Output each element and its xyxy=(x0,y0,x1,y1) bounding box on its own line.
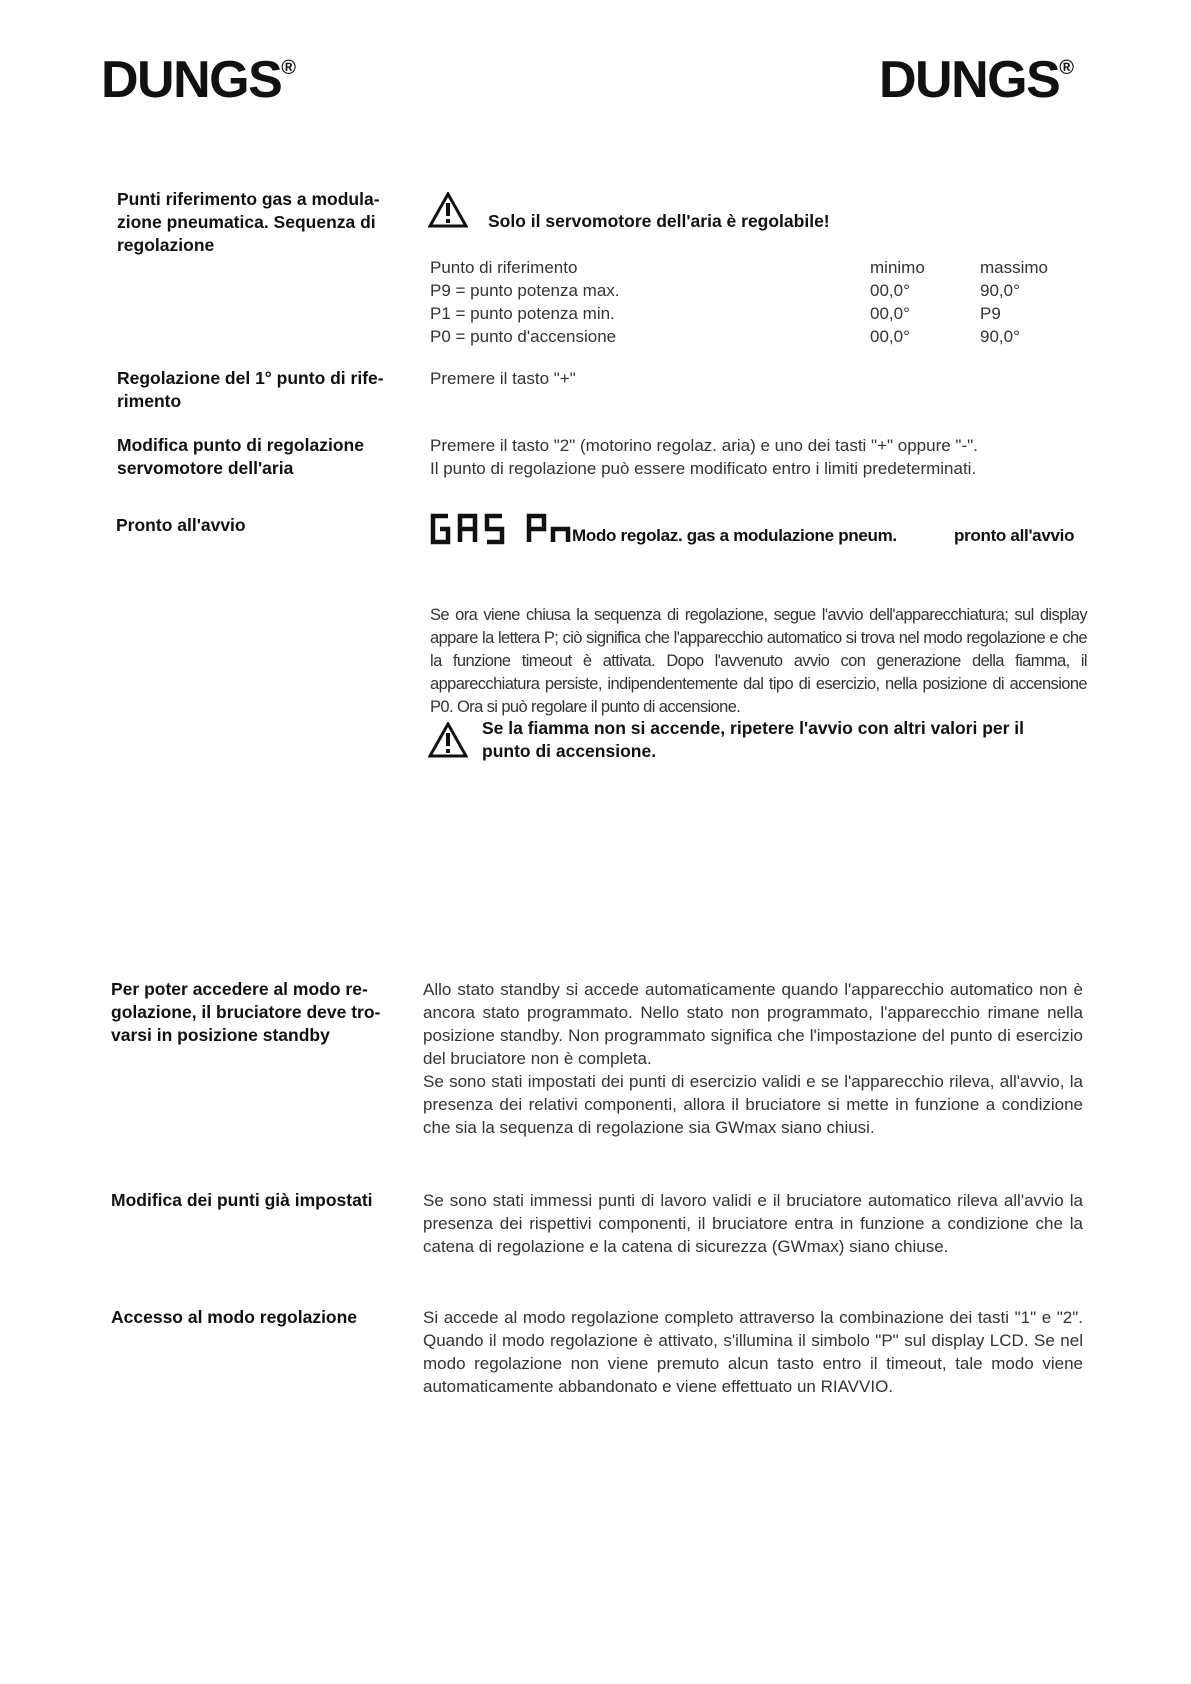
table-cell: 00,0° xyxy=(870,304,910,323)
warning-flame-retry xyxy=(482,717,1082,763)
section-label-modify-air-servo xyxy=(117,434,417,480)
table-cell: 00,0° xyxy=(870,327,910,346)
section-label-access-mode: Accesso al modo regolazione xyxy=(111,1307,358,1327)
text-line: Il punto di regolazione può essere modificato entro i limiti predeterminati. xyxy=(430,459,977,478)
table-header-row xyxy=(430,256,1090,279)
label-line: Per poter accedere al modo re- xyxy=(111,979,368,999)
table-cell: P9 = punto potenza max. xyxy=(430,281,620,300)
modify-set-points-text: Se sono stati immessi punti di lavoro validi e il bruciatore automatico rileva all'avvio la presenza dei rispettivi componenti, il bruciatore entra in funzione a condizione che la catena di regolazione e la catena di sicurezza (GWmax) siano chiuse. xyxy=(423,1191,1083,1256)
table-row xyxy=(430,279,1090,302)
warning-icon xyxy=(428,722,468,758)
paragraph: Se sono stati impostati dei punti di esercizio validi e se l'apparecchio rileva, all'avvio, la presenza dei relativi componenti, allora il bruciatore si mette in funzione a condizione che sia la sequenza di regolazione sia GWmax siano chiusi. xyxy=(423,1072,1083,1137)
label-line: servomotore dell'aria xyxy=(117,458,294,478)
table-header-cell: minimo xyxy=(870,258,925,277)
reference-points-table xyxy=(430,256,1090,348)
press-plus-text: Premere il tasto "+" xyxy=(430,369,576,388)
mode-gas-pneumatic-label: Modo regolaz. gas a modulazione pneum. xyxy=(572,526,897,545)
label-line: regolazione xyxy=(117,235,215,255)
table-header-cell: Punto di riferimento xyxy=(430,258,578,277)
dungs-logo-right: DUNGS® xyxy=(879,51,1075,109)
table-cell: P0 = punto d'accensione xyxy=(430,327,617,346)
table-cell: 00,0° xyxy=(870,281,910,300)
access-mode-text: Si accede al modo regolazione completo attraverso la combinazione dei tasti "1" e "2". Quando il modo regolazione è attivato, s'illumina il simbolo "P" sul display LCD. Se nel modo regolazione non viene premuto alcun tasto entro il timeout, tale modo viene automaticamente abbandonato e viene effettuato un RIAVVIO. xyxy=(423,1308,1083,1396)
table-cell: P9 xyxy=(980,304,1001,323)
table-cell: P1 = punto potenza min. xyxy=(430,304,615,323)
paragraph: Allo stato standby si accede automaticamente quando l'apparecchio automatico non è ancora stato programmato. Nello stato non programmato, l'apparecchio rimane nella posizione standby. Non programmato significa che l'impostazione del punto di esercizio del bruciatore non è completa. xyxy=(423,980,1083,1068)
label-line: rimento xyxy=(117,391,182,411)
table-row xyxy=(430,325,1090,348)
startup-description: Se ora viene chiusa la sequenza di regolazione, segue l'avvio dell'apparecchiatura; sul display appare la lettera P; ciò significa che l'apparecchio automatico si trova nel modo regolazione e che la funzione timeout è attivata. Dopo l'avvenuto avvio con generazione della fiamma, il apparecchiatura persiste, indipendentemente dal tipo di esercizio, nella posizione di accensione P0. Ora si può regolare il punto di accensione. xyxy=(430,606,1087,716)
text-line: Premere il tasto "2" (motorino regolaz. aria) e uno dei tasti "+" oppure "-". xyxy=(430,436,978,455)
table-row xyxy=(430,302,1090,325)
dungs-logo-left: DUNGS® xyxy=(101,51,297,109)
warning-icon xyxy=(428,192,468,228)
standby-description xyxy=(423,978,1083,1139)
section-label-modify-set-points: Modifica dei punti già impostati xyxy=(111,1190,373,1210)
warning-line: Se la fiamma non si accende, ripetere l'avvio con altri valori per il xyxy=(482,718,1025,738)
label-line: varsi in posizione standby xyxy=(111,1025,330,1045)
label-line: Modifica punto di regolazione xyxy=(117,435,364,455)
status-ready-label: pronto all'avvio xyxy=(954,526,1075,545)
warning-air-servo: Solo il servomotore dell'aria è regolabile! xyxy=(488,211,830,231)
section-label-standby xyxy=(111,978,411,1047)
section-label-reference-points xyxy=(117,188,407,257)
modify-air-servo-text xyxy=(430,434,1080,480)
label-line: zione pneumatica. Sequenza di xyxy=(117,212,376,232)
label-line: golazione, il bruciatore deve tro- xyxy=(111,1002,381,1022)
table-cell: 90,0° xyxy=(980,327,1020,346)
table-header-cell: massimo xyxy=(980,258,1049,277)
table-cell: 90,0° xyxy=(980,281,1020,300)
warning-line: punto di accensione. xyxy=(482,741,657,761)
section-label-ready: Pronto all'avvio xyxy=(116,515,246,535)
label-line: Regolazione del 1° punto di rife- xyxy=(117,368,384,388)
label-line: Punti riferimento gas a modula- xyxy=(117,189,380,209)
section-label-first-reference xyxy=(117,367,417,413)
lcd-display-gas-pn xyxy=(430,513,572,545)
